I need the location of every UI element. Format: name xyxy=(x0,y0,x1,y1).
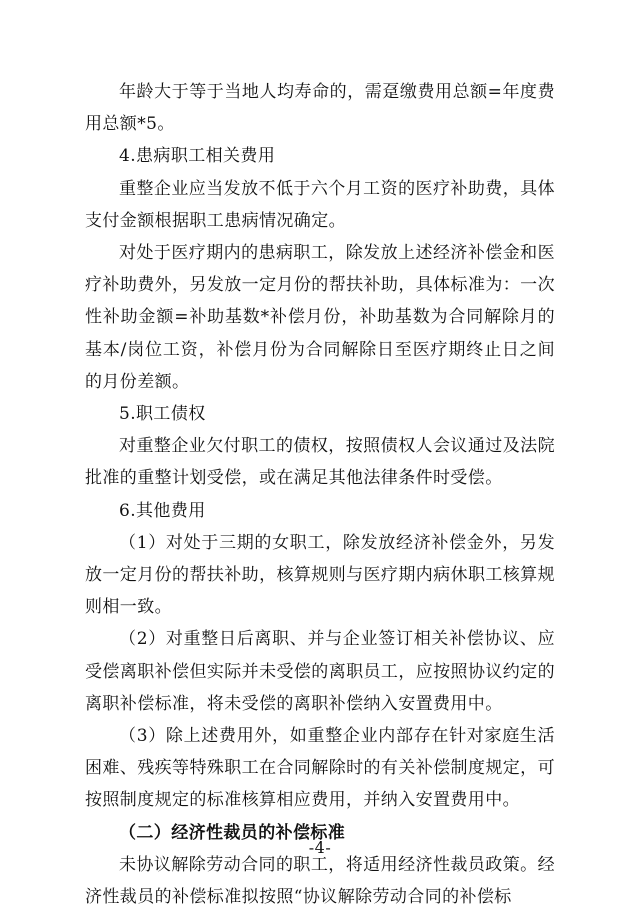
document-body xyxy=(85,76,555,913)
body-paragraph: 对处于医疗期内的患病职工，除发放上述经济补偿金和医疗补助费外，另发放一定月份的帮扶补助，具体标准为：一次性补助金额=补助基数*补偿月份，补助基数为合同解除月的基本/岗位工资，补偿月份为合同解除日至医疗期终止日之间的月份差额。 xyxy=(85,243,555,392)
section-heading: 6.其他费用 xyxy=(119,500,206,521)
section-heading: 4.患病职工相关费用 xyxy=(119,146,276,167)
page-number: -4- xyxy=(308,838,332,857)
section-heading: 5.职工债权 xyxy=(119,404,206,425)
body-paragraph: 未协议解除劳动合同的职工，将适用经济性裁员政策。经济性裁员的补偿标准拟按照“协议解除劳动合同的补偿标 xyxy=(85,854,555,908)
body-paragraph: （1）对处于三期的女职工，除发放经济补偿金外，另发放一定月份的帮扶补助，核算规则与医疗期内病休职工核算规则相一致。 xyxy=(85,532,555,618)
body-paragraph: 重整企业应当发放不低于六个月工资的医疗补助费，具体支付金额根据职工患病情况确定。 xyxy=(85,178,555,231)
body-paragraph: （3）除上述费用外，如重整企业内部存在针对家庭生活困难、残疾等特殊职工在合同解除时的有关补偿制度规定，可按照制度规定的标准核算相应费用，并纳入安置费用中。 xyxy=(85,726,555,811)
body-paragraph: （2）对重整日后离职、并与企业签订相关补偿协议、应受偿离职补偿但实际并未受偿的离职员工，应按照协议约定的离职补偿标准，将未受偿的离职补偿纳入安置费用中。 xyxy=(85,629,555,714)
body-paragraph: 年龄大于等于当地人均寿命的，需趸缴费用总额=年度费用总额*5。 xyxy=(85,82,555,135)
body-paragraph: 对重整企业欠付职工的债权，按照债权人会议通过及法院批准的重整计划受偿，或在满足其他法律条件时受偿。 xyxy=(85,436,555,489)
bold-subheading: （二）经济性裁员的补偿标准 xyxy=(119,822,346,843)
